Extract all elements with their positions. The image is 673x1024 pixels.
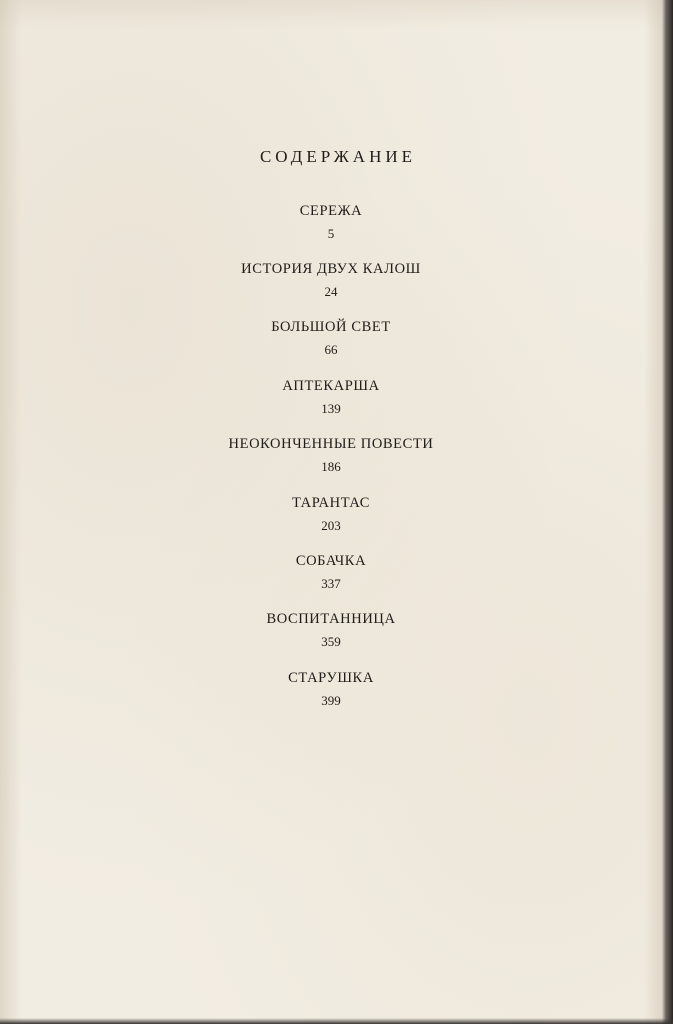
toc-entry-title: НЕОКОНЧЕННЫЕ ПОВЕСТИ xyxy=(228,436,434,452)
toc-entry-title: СОБАЧКА xyxy=(295,553,367,569)
toc-entry-title: СТАРУШКА xyxy=(288,670,374,686)
toc-entry-title: БОЛЬШОЙ СВЕТ xyxy=(271,319,391,335)
toc-entry-page: 186 xyxy=(321,459,341,474)
toc-entry-title: ТАРАНТАС xyxy=(291,495,371,511)
contents-heading: СОДЕРЖАНИЕ xyxy=(259,147,417,166)
toc-entry-page: 359 xyxy=(321,634,341,649)
toc-entry-title: ВОСПИТАННИЦА xyxy=(266,611,396,627)
toc-entry-page: 203 xyxy=(321,518,341,533)
toc-entry-title: СЕРЕЖА xyxy=(299,203,363,219)
toc-entry-page: 24 xyxy=(324,284,338,299)
toc-entry-page: 139 xyxy=(321,401,341,416)
bottom-edge-shadow xyxy=(0,1018,673,1024)
toc-entry-title: АПТЕКАРША xyxy=(282,378,380,394)
page-edge-shadow xyxy=(662,0,673,1024)
toc-entry-page: 5 xyxy=(327,226,335,241)
toc-entry-page: 66 xyxy=(324,342,338,357)
toc-entry-page: 337 xyxy=(321,576,341,591)
toc-entry-title: ИСТОРИЯ ДВУХ КАЛОШ xyxy=(241,261,421,277)
toc-entry-page: 399 xyxy=(321,693,341,708)
